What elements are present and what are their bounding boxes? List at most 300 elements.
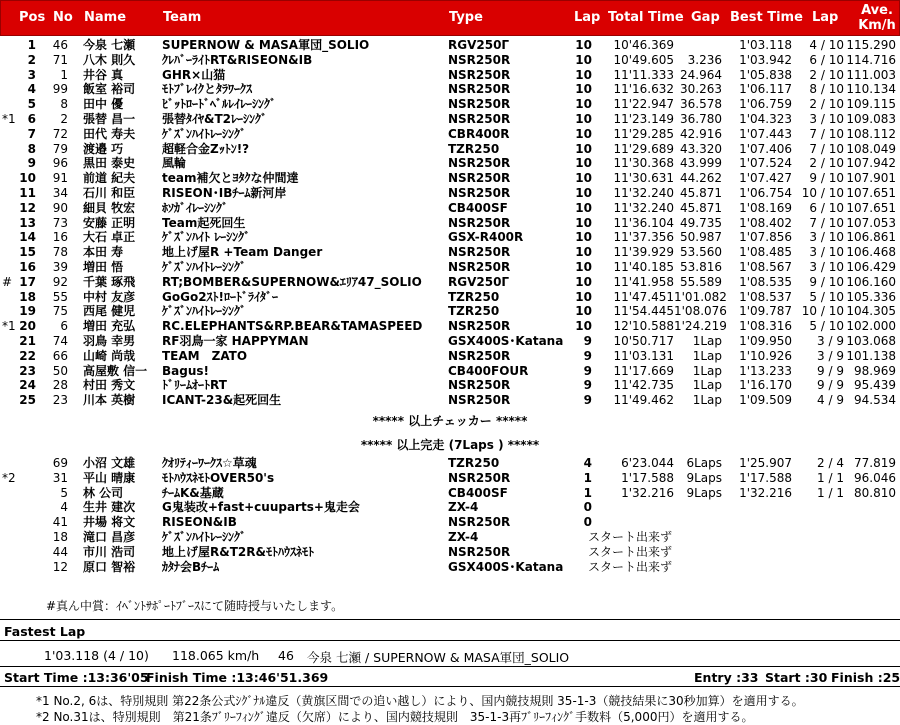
cell-name: 大石 卓正 [83,230,136,245]
fastest-lap-title: Fastest Lap [4,624,86,639]
cell-team: RC.ELEPHANTS&RP.BEAR&TAMASPEED [162,319,423,334]
cell-lap: 9 [583,348,592,363]
result-row [0,82,900,97]
cell-total: 6'23.044 [621,456,674,470]
cell-team: ﾓﾄﾌﾞﾚｲｸとﾀﾗﾜｰｸｽ [162,82,253,97]
cell-type: NSR250R [448,82,511,97]
cell-gap: 50.987 [680,230,722,245]
cell-type: NSR250R [448,111,511,126]
cell-best: 1'07.856 [739,230,792,245]
cell-type: CB400SF [448,485,508,500]
cell-best: 1'13.233 [739,363,792,378]
cell-no: 8 [60,97,68,112]
result-row [0,304,900,319]
cell-total: 11'17.669 [613,363,674,378]
cell-lap: 9 [583,378,592,393]
footnote-2: *2 No.31は、特別規則 第21条ﾌﾞﾘｰﾌｨﾝｸﾞ違反（欠席）により、国内競技規則 35-1-3再ﾌﾞﾘｰﾌｨﾝｸﾞ手数料（5,000円）を適用する。 [36,710,754,724]
cell-mark: # [2,274,13,289]
cell-type: TZR250 [448,141,500,156]
cell-gap: 1Lap [692,333,722,348]
non-classified-row [0,515,900,530]
header-team: Team [163,10,202,25]
cell-blap: 4 / 10 [809,38,844,52]
non-classified-row [0,530,900,545]
cell-type: NSR250R [448,156,511,171]
header-best-lap: Lap [812,10,839,25]
cell-no: 18 [52,529,68,544]
cell-blap: 5 / 10 [809,289,844,304]
cell-gap: 1'01.082 [674,289,727,304]
cell-blap: 3 / 9 [817,333,844,348]
cell-pos: 21 [19,333,36,348]
cell-total: 11'42.735 [613,378,674,393]
results-table [0,38,900,408]
cell-name: 滝口 昌彦 [83,529,136,544]
cell-total: スタート出来ず [588,559,673,574]
cell-total: 11'11.333 [613,67,674,82]
cell-team: RISEON･IBﾁｰﾑ新河岸 [162,185,287,200]
cell-blap: 3 / 10 [809,245,844,260]
cell-name: 生井 建次 [83,500,136,515]
divider [0,666,900,667]
result-row [0,290,900,305]
cell-total: 10'50.717 [613,333,674,348]
cell-total: 11'32.240 [613,200,674,215]
cell-best: 1'08.537 [739,289,792,304]
cell-type: RGV250Γ [448,38,510,52]
cell-gap: 1Lap [692,378,722,393]
cell-ave: 109.083 [846,111,896,126]
cell-lap: 10 [575,126,592,141]
cell-team: ｸﾚﾊﾞｰﾗｲﾄRT&RISEON&IB [162,52,313,67]
cell-lap: 10 [575,67,592,82]
cell-gap: 42.916 [680,126,722,141]
cell-team: ｹﾞｽﾞﾝﾊｲﾄﾚｰｼﾝｸﾞ [162,126,247,141]
cell-no: 41 [52,515,68,530]
cell-blap: 3 / 10 [809,111,844,126]
cell-ave: 107.053 [846,215,896,230]
cell-ave: 106.468 [846,245,896,260]
result-row [0,142,900,157]
cell-name: 山崎 尚哉 [83,348,136,363]
divider [0,640,900,641]
cell-pos: 17 [19,274,36,289]
cell-blap: 5 / 10 [809,319,844,334]
cell-gap: 36.780 [680,111,722,126]
cell-name: 千葉 琢飛 [83,274,136,289]
cell-type: NSR250R [448,470,511,485]
cell-best: 1'06.117 [739,82,792,97]
cell-blap: 9 / 9 [817,363,844,378]
completed-line: ***** 以上完走 (7Laps ) ***** [360,438,540,452]
cell-no: 79 [52,141,68,156]
result-row [0,97,900,112]
cell-name: 飯室 裕司 [83,82,136,97]
cell-team: RF羽鳥一家 HAPPYMAN [162,333,309,348]
cell-best: 1'08.316 [739,319,792,334]
cell-gap: 43.320 [680,141,722,156]
cell-blap: 3 / 9 [817,348,844,363]
cell-pos: 22 [19,348,36,363]
cell-gap: 1Lap [692,348,722,363]
cell-ave: 105.336 [846,289,896,304]
cell-blap: 8 / 10 [809,82,844,97]
cell-lap: 10 [575,97,592,112]
cell-type: ZX-4 [448,529,479,544]
checker-line: ***** 以上チェッカー ***** [372,414,528,428]
cell-gap: 43.999 [680,156,722,171]
cell-team: ﾁｰﾑK&基蔵 [162,485,224,500]
cell-no: 69 [52,456,68,470]
cell-ave: 103.068 [846,333,896,348]
result-row [0,112,900,127]
divider [0,619,900,620]
result-row [0,230,900,245]
cell-blap: 1 / 1 [817,485,844,500]
result-row [0,319,900,334]
result-row [0,53,900,68]
cell-name: 川本 英樹 [83,393,136,408]
cell-type: NSR250R [448,544,511,559]
finish-count: Finish :25 [831,670,900,685]
cell-name: 黒田 泰史 [83,156,136,171]
cell-no: 66 [52,348,68,363]
result-row [0,334,900,349]
cell-lap: 0 [583,515,592,530]
cell-name: 平山 晴康 [83,470,136,485]
header-type: Type [449,10,483,25]
cell-lap: 10 [575,156,592,171]
cell-pos: 19 [19,304,36,319]
cell-name: 林 公司 [83,485,124,500]
cell-best: 1'07.406 [739,141,792,156]
cell-total: 12'10.588 [613,319,674,334]
cell-team: G鬼装改+fast+cuuparts+鬼走会 [162,500,360,515]
cell-no: 91 [52,171,68,186]
cell-total: 11'49.462 [613,393,674,408]
cell-ave: 98.969 [854,363,896,378]
cell-blap: 1 / 1 [817,470,844,485]
cell-lap: 10 [575,82,592,97]
header-total-time: Total Time [608,10,684,25]
cell-team: 風輪 [162,156,187,171]
cell-best: 1'04.323 [739,111,792,126]
cell-pos: 15 [19,245,36,260]
result-row [0,38,900,53]
cell-no: 4 [60,500,68,515]
cell-ave: 108.112 [846,126,896,141]
cell-best: 1'32.216 [739,485,792,500]
cell-total: 1'32.216 [621,485,674,500]
cell-no: 12 [52,559,68,574]
cell-total: 11'22.947 [613,97,674,112]
cell-gap: 45.871 [680,185,722,200]
cell-total: 11'23.149 [613,111,674,126]
cell-gap: 3.236 [687,52,722,67]
cell-name: 本田 寿 [83,245,124,260]
cell-ave: 109.115 [846,97,896,112]
cell-lap: 10 [575,230,592,245]
cell-gap: 9Laps [686,485,722,500]
cell-no: 71 [52,52,68,67]
cell-lap: 9 [583,363,592,378]
cell-total: 11'30.631 [613,171,674,186]
cell-no: 72 [52,126,68,141]
cell-ave: 106.861 [846,230,896,245]
cell-total: 11'29.689 [613,141,674,156]
cell-total: 1'17.588 [621,470,674,485]
cell-best: 1'07.443 [739,126,792,141]
cell-best: 1'25.907 [739,456,792,470]
cell-no: 5 [60,485,68,500]
non-classified-row [0,486,900,501]
cell-gap: 9Laps [686,470,722,485]
cell-blap: 6 / 10 [809,52,844,67]
cell-no: 74 [52,333,68,348]
cell-best: 1'09.509 [739,393,792,408]
cell-team: ｹﾞｽﾞﾝﾊｲﾄ ﾚｰｼﾝｸﾞ [162,230,251,245]
cell-pos: 20 [19,319,36,334]
cell-pos: 11 [19,185,36,200]
cell-team: GHR×山猫 [162,67,226,82]
cell-name: 高屋敷 信一 [83,363,148,378]
cell-no: 16 [52,230,68,245]
cell-lap: 10 [575,111,592,126]
header-lap: Lap [574,10,601,25]
cell-team: ICANT-23&起死回生 [162,393,282,408]
cell-team: ﾄﾞﾘｰﾑｵｰﾄRT [162,378,227,393]
cell-total: スタート出来ず [588,529,673,544]
cell-ave: 95.439 [854,378,896,393]
cell-type: NSR250R [448,393,511,408]
cell-best: 1'08.169 [739,200,792,215]
non-classified-table [0,456,900,574]
cell-pos: 7 [27,126,36,141]
cell-type: NSR250R [448,319,511,334]
cell-total: スタート出来ず [588,544,673,559]
cell-name: 石川 和臣 [83,185,136,200]
entry-count: Entry :33 [694,670,759,685]
cell-no: 28 [52,378,68,393]
non-classified-row [0,560,900,575]
cell-team: 地上げ屋R +Team Danger [162,245,323,260]
cell-ave: 107.901 [846,171,896,186]
cell-team: 張替ﾀｲﾔ&T2ﾚｰｼﾝｸﾞ [162,111,268,126]
cell-type: ZX-4 [448,500,479,515]
fastest-lap-no: 46 [278,648,294,663]
cell-lap: 4 [583,456,592,470]
cell-team: ﾋﾞｯﾄﾛｰﾄﾞﾍﾞﾙﾚｲﾚｰｼﾝｸﾞ [162,97,277,112]
cell-pos: 25 [19,393,36,408]
cell-no: 92 [52,274,68,289]
cell-type: NSR250R [448,185,511,200]
cell-pos: 24 [19,378,36,393]
cell-best: 1'06.754 [739,185,792,200]
cell-gap: 53.816 [680,259,722,274]
result-row [0,260,900,275]
cell-name: 八木 則久 [83,52,136,67]
cell-best: 1'08.567 [739,259,792,274]
cell-name: 村田 秀文 [83,378,136,393]
cell-blap: 10 / 10 [801,304,844,319]
cell-type: NSR250R [448,378,511,393]
cell-lap: 10 [575,274,592,289]
cell-ave: 115.290 [846,38,896,52]
cell-best: 1'07.524 [739,156,792,171]
result-row [0,201,900,216]
cell-pos: 1 [27,38,36,52]
cell-type: NSR250R [448,67,511,82]
cell-best: 1'05.838 [739,67,792,82]
cell-blap: 7 / 10 [809,215,844,230]
cell-team: ｹﾞｽﾞﾝﾊｲﾄﾚｰｼﾝｸﾞ [162,259,247,274]
cell-lap: 10 [575,304,592,319]
cell-lap: 10 [575,215,592,230]
cell-lap: 10 [575,200,592,215]
header-gap: Gap [691,10,720,25]
cell-pos: 10 [19,171,36,186]
cell-name: 安藤 正明 [83,215,136,230]
cell-pos: 23 [19,363,36,378]
cell-lap: 10 [575,289,592,304]
cell-team: Team起死回生 [162,215,246,230]
cell-best: 1'03.118 [739,38,792,52]
cell-total: 10'49.605 [613,52,674,67]
cell-type: GSX400S･Katana [448,333,564,348]
cell-blap: 10 / 10 [801,185,844,200]
cell-total: 11'37.356 [613,230,674,245]
cell-total: 11'41.958 [613,274,674,289]
cell-type: TZR250 [448,304,500,319]
result-row [0,378,900,393]
cell-mark: *2 [2,470,16,485]
cell-team: ﾎｿｶﾞｲﾚｰｼﾝｸﾞ [162,200,229,215]
cell-gap: 53.560 [680,245,722,260]
footnote-1: *1 No.2, 6は、特別規則 第22条公式ｼｸﾞﾅﾙ違反（黄旗区間での追い越し）により、国内競技規則 35-1-3（競技結果に30秒加算）を適用する。 [36,694,804,708]
cell-gap: 49.735 [680,215,722,230]
cell-type: TZR250 [448,289,500,304]
result-row [0,68,900,83]
award-note: #真ん中賞：ｲﾍﾞﾝﾄｻﾎﾟｰﾄﾌﾞｰｽにて随時授与いたします。 [46,599,344,613]
cell-no: 46 [52,38,68,52]
cell-blap: 7 / 10 [809,126,844,141]
cell-no: 55 [52,289,68,304]
result-row [0,245,900,260]
cell-name: 増田 悟 [83,259,124,274]
cell-no: 75 [52,304,68,319]
cell-ave: 77.819 [854,456,896,470]
cell-blap: 3 / 10 [809,230,844,245]
cell-lap: 10 [575,259,592,274]
header-best-time: Best Time [730,10,803,25]
cell-gap: 1'08.076 [674,304,727,319]
cell-type: NSR250R [448,97,511,112]
cell-no: 99 [52,82,68,97]
cell-lap: 10 [575,52,592,67]
cell-lap: 9 [583,333,592,348]
cell-ave: 104.305 [846,304,896,319]
cell-no: 73 [52,215,68,230]
cell-blap: 9 / 10 [809,274,844,289]
cell-lap: 0 [583,500,592,515]
cell-name: 細貝 牧宏 [83,200,136,215]
header-ave-line2: Km/h [858,18,896,33]
cell-team: SUPERNOW & MASA軍団_SOLIO [162,38,370,52]
start-count: Start :30 [765,670,828,685]
cell-name: 西尾 健児 [83,304,136,319]
cell-name: 田代 寿夫 [83,126,136,141]
header-pos: Pos [19,10,46,25]
cell-best: 1'03.942 [739,52,792,67]
result-row [0,349,900,364]
cell-total: 10'46.369 [613,38,674,52]
cell-type: CBR400R [448,126,510,141]
cell-lap: 10 [575,245,592,260]
header-no: No [53,10,73,25]
cell-ave: 94.534 [854,393,896,408]
cell-ave: 101.138 [846,348,896,363]
cell-total: 11'47.451 [613,289,674,304]
cell-pos: 9 [27,156,36,171]
results-header [0,0,900,36]
cell-total: 11'36.104 [613,215,674,230]
cell-pos: 3 [27,67,36,82]
header-ave [857,3,897,33]
cell-best: 1'07.427 [739,171,792,186]
cell-type: GSX-R400R [448,230,524,245]
start-time: Start Time :13:36'05 [4,670,149,685]
cell-total: 11'40.185 [613,259,674,274]
cell-no: 90 [52,200,68,215]
cell-total: 11'32.240 [613,185,674,200]
cell-type: NSR250R [448,52,511,67]
cell-type: TZR250 [448,456,500,470]
cell-ave: 110.134 [846,82,896,97]
cell-best: 1'16.170 [739,378,792,393]
cell-type: NSR250R [448,348,511,363]
cell-total: 11'54.445 [613,304,674,319]
cell-blap: 3 / 10 [809,259,844,274]
cell-mark: *1 [2,319,16,334]
cell-name: 渡邉 巧 [83,141,124,156]
cell-lap: 1 [583,485,592,500]
cell-lap: 10 [575,38,592,52]
cell-team: 地上げ屋R&T2R&ﾓﾄﾊｳｽﾈﾓﾄ [162,544,314,559]
cell-type: NSR250R [448,215,511,230]
result-row [0,156,900,171]
cell-pos: 12 [19,200,36,215]
cell-type: RGV250Γ [448,274,510,289]
cell-best: 1'08.485 [739,245,792,260]
cell-ave: 107.651 [846,185,896,200]
cell-lap: 10 [575,171,592,186]
cell-gap: 44.262 [680,171,722,186]
cell-pos: 13 [19,215,36,230]
cell-gap: 36.578 [680,97,722,112]
cell-blap: 9 / 10 [809,171,844,186]
cell-gap: 6Laps [686,456,722,470]
cell-team: Bagus! [162,363,209,378]
cell-ave: 106.160 [846,274,896,289]
cell-name: 井場 将文 [83,515,136,530]
cell-team: ｶﾀﾅ会Bﾁｰﾑ [162,559,220,574]
result-row [0,364,900,379]
cell-best: 1'08.402 [739,215,792,230]
cell-ave: 96.046 [854,470,896,485]
result-row [0,393,900,408]
cell-no: 2 [60,111,68,126]
cell-gap: 45.871 [680,200,722,215]
